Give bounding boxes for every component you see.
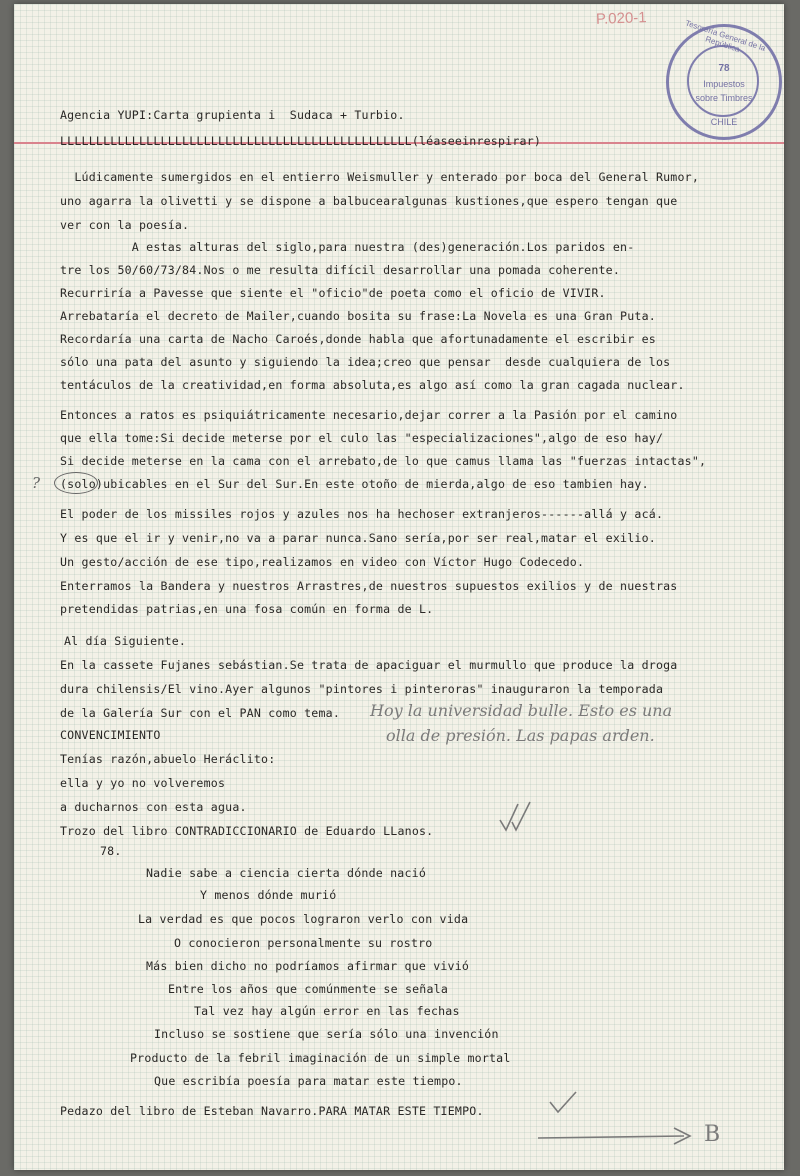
paragraph2-line: Recurriría a Pavesse que siente el "oficio"de poeta como el oficio de VIVIR.: [60, 286, 606, 300]
paragraph2-line: Recordaría una carta de Nacho Caroés,donde habla que afortunadamente el escribir es: [60, 332, 656, 346]
poem-source: Trozo del libro CONTRADICCIONARIO de Eduardo LLanos.: [60, 824, 434, 838]
poem2-source: Pedazo del libro de Esteban Navarro.PARA MATAR ESTE TIEMPO.: [60, 1104, 484, 1118]
paragraph4-line: Enterramos la Bandera y nuestros Arrastres,de nuestros supuestos exilios y de nuestras: [60, 579, 678, 593]
paragraph4-line: Y es que el ir y venir,no va a parar nunca.Sano sería,por ser real,matar el exilio.: [60, 531, 656, 545]
poem-line: Tenías razón,abuelo Heráclito:: [60, 752, 276, 766]
poem2-line: Entre los años que comúnmente se señala: [168, 982, 449, 996]
handwritten-circle: [54, 472, 98, 494]
paragraph2-line: sólo una pata del asunto y siguiendo la idea;creo que pensar desde cualquiera de los: [60, 355, 671, 369]
poem-line: ella y yo no volveremos: [60, 776, 226, 790]
paragraph2-line: Arrebataría el decreto de Mailer,cuando bosita su frase:La Novela es una Gran Puta.: [60, 309, 656, 323]
stamp-line3: sobre Timbres: [695, 93, 753, 103]
paragraph5-line: En la cassete Fujanes sebástian.Se trata de apaciguar el murmullo que produce la droga: [60, 658, 678, 672]
checkmark-icon: [496, 800, 536, 834]
poem2-line: Incluso se sostiene que sería sólo una invención: [154, 1027, 499, 1041]
handwritten-question-mark: ?: [32, 474, 41, 492]
archive-id: P.020-1: [595, 9, 647, 28]
poem2-line: Tal vez hay algún error en las fechas: [194, 1004, 460, 1018]
stamp-value: 78: [718, 63, 730, 74]
handwritten-note-line2: olla de presión. Las papas arden.: [386, 726, 655, 745]
paragraph1-line: uno agarra la olivetti y se dispone a balbucearalgunas kustiones,que espero tengan que: [60, 194, 678, 208]
checkmark-icon: [546, 1088, 580, 1118]
paragraph1-line: ver con la poesía.: [60, 218, 190, 232]
stamp-ring-text: Tesorería General de la República: [684, 18, 767, 55]
header-title: Agencia YUPI:Carta grupienta i Sudaca + Turbio.: [60, 108, 405, 122]
poem2-line: Más bien dicho no podríamos afirmar que vivió: [146, 959, 470, 973]
typed-text: [14, 4, 784, 1170]
paragraph2-line: tre los 50/60/73/84.Nos o me resulta difícil desarrollar una pomada coherente.: [60, 263, 621, 277]
paragraph3-line: que ella tome:Si decide meterse por el culo las "especializaciones",algo de eso hay/: [60, 431, 664, 445]
poem2-line: La verdad es que pocos lograron verlo con vida: [138, 912, 469, 926]
paragraph4-line: pretendidas patrias,en una fosa común en forma de L.: [60, 602, 434, 616]
poem2-line: Y menos dónde murió: [200, 888, 337, 902]
paragraph3-line: Entonces a ratos es psiquiátricamente necesario,dejar correr a la Pasión por el camino: [60, 408, 678, 422]
paragraph5-line: de la Galería Sur con el PAN como tema.: [60, 706, 341, 720]
paragraph3-line: (solo)ubicables en el Sur del Sur.En este otoño de mierda,algo de eso tambien hay.: [60, 477, 649, 491]
paragraph2-line: tentáculos de la creatividad,en forma absoluta,es algo así como la gran cagada nuclear.: [60, 378, 685, 392]
poem2-line: O conocieron personalmente su rostro: [174, 936, 433, 950]
stamp-line2: Impuestos: [703, 79, 745, 89]
poem2-line: Producto de la febril imaginación de un simple mortal: [130, 1051, 511, 1065]
handwritten-b-mark: B: [704, 1122, 721, 1147]
paragraph1-line: Lúdicamente sumergidos en el entierro Weismuller y enterado por boca del General Rumor,: [60, 170, 700, 184]
poem2-line: Que escribía poesía para matar este tiempo.: [154, 1074, 463, 1088]
paragraph4-line: Un gesto/acción de ese tipo,realizamos en video con Víctor Hugo Codecedo.: [60, 555, 585, 569]
paragraph5-line: Al día Siguiente.: [64, 634, 187, 648]
header-subtitle: LLLLLLLLLLLLLLLLLLLLLLLLLLLLLLLLLLLLLLLLLLLLLLLLL(léaseeinrespirar): [60, 134, 542, 148]
handwritten-note-line1: Hoy la universidad bulle. Esto es una: [370, 701, 673, 720]
paragraph5-line: dura chilensis/El vino.Ayer algunos "pintores i pinteroras" inauguraron la temporada: [60, 682, 664, 696]
document-page: [14, 4, 784, 1170]
poem2-line: Nadie sabe a ciencia cierta dónde nació: [146, 866, 427, 880]
poem-line: a ducharnos con esta agua.: [60, 800, 247, 814]
paragraph4-line: El poder de los missiles rojos y azules nos ha hechoser extranjeros------allá y acá.: [60, 507, 664, 521]
poem-title: CONVENCIMIENTO: [60, 728, 161, 742]
paragraph2-line: A estas alturas del siglo,para nuestra (des)generación.Los paridos en-: [60, 240, 635, 254]
poem-number: 78.: [100, 844, 122, 858]
arrow-icon: [534, 1124, 704, 1150]
stamp-country: CHILE: [710, 117, 738, 127]
paragraph3-line: Si decide meterse en la cama con el arrebato,de lo que camus llama las "fuerzas intactas",: [60, 454, 707, 468]
